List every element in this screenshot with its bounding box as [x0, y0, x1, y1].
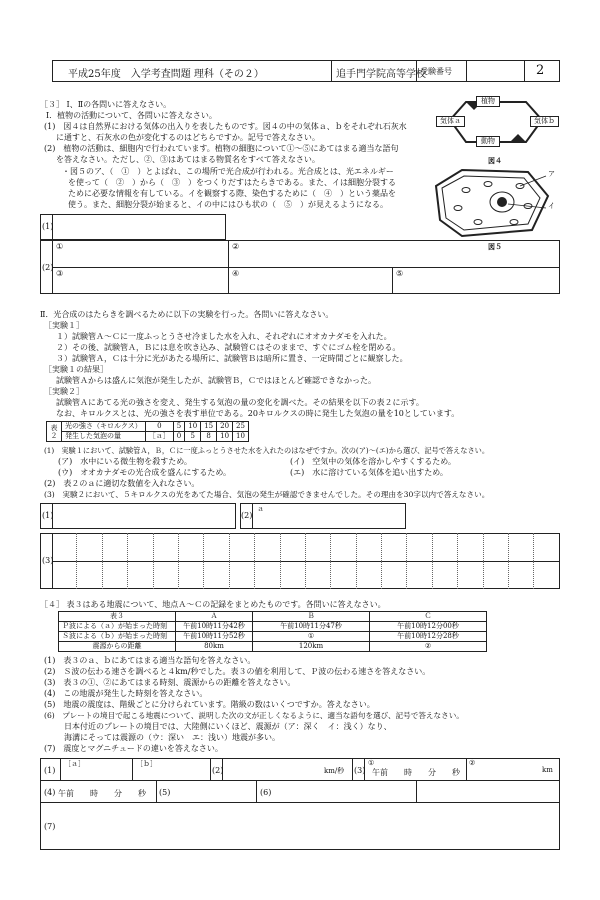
- table2-cell: ［ａ］: [145, 432, 173, 442]
- q4-ans1-a[interactable]: ［ａ］: [64, 760, 85, 768]
- answer-grid-cell[interactable]: [357, 561, 382, 589]
- table3-cell: 午前10時11分42秒: [176, 622, 253, 632]
- table2-cell: 10: [233, 432, 249, 442]
- table3-cell: 午前10時12分00秒: [370, 622, 487, 632]
- page-title: 平成25年度 入学考査問題 理科（その２）: [68, 69, 264, 80]
- answer-grid-cell[interactable]: [382, 533, 407, 561]
- answer-grid-cell[interactable]: [204, 533, 229, 561]
- q4-q2: (2) Ｓ波の伝わる速さを調べると４km/秒でした。表３の値を利用して、Ｐ波の伝わる速さを答えなさい。: [44, 667, 431, 676]
- answer-grid-cell[interactable]: [484, 533, 509, 561]
- q3-ii-1-answer[interactable]: [40, 503, 236, 529]
- answer-grid-cell[interactable]: [77, 561, 102, 589]
- table2-cell: 15: [201, 422, 217, 432]
- q3-ii-3-label: (3): [42, 556, 54, 565]
- fig4-animal-box: [476, 136, 500, 147]
- answer-grid-cell[interactable]: [52, 561, 77, 589]
- q4-q3: (3) 表３の①、②にあてはまる時刻、震源からの距離を答えなさい。: [44, 678, 296, 687]
- answer-grid-cell[interactable]: [230, 533, 255, 561]
- fig4-plant-box: [476, 96, 500, 107]
- q3-p2-line3: ・図５のア、（ ① ）とよばれ、この場所で光合成が行われる。光合成とは、光エネルギー: [62, 167, 394, 176]
- q3-part1: Ⅰ．植物の活動について、各問いに答えなさい。: [46, 111, 217, 120]
- table-3: [58, 611, 487, 652]
- answer-grid-cell[interactable]: [154, 561, 179, 589]
- q3-2-ans-2[interactable]: ②: [232, 242, 240, 251]
- school-name: 追手門学院高等学校: [336, 69, 426, 80]
- answer-grid-cell[interactable]: [357, 533, 382, 561]
- answer-grid-cell[interactable]: [509, 533, 534, 561]
- q4-ans1-label: (1): [44, 766, 56, 775]
- page-number: 2: [536, 63, 545, 78]
- fig5-label-a: ア: [548, 170, 555, 178]
- q3-ii-3-cells-top: [52, 533, 560, 561]
- table3-head: 表３: [59, 612, 176, 622]
- fig4-gas-a-label: 気体ａ: [440, 117, 461, 125]
- q4-ans1-b[interactable]: ［ｂ］: [136, 760, 157, 768]
- answer-grid-cell[interactable]: [179, 561, 204, 589]
- table3-cell: 震源からの距離: [59, 642, 176, 652]
- exam-number-field[interactable]: [467, 61, 523, 81]
- exp1-result-heading: ［実験１の結果］: [44, 365, 108, 374]
- q4-q5: (5) 地震の震度は、階級ごとに分けられています。階級の数はいくつですか。答えなさい。: [44, 700, 375, 709]
- q3-2-label: (2): [42, 263, 54, 272]
- table3-cell: ①: [253, 632, 370, 642]
- answer-grid-cell[interactable]: [103, 533, 128, 561]
- q4-ans7-field[interactable]: [60, 803, 558, 849]
- q4-ans3-label: (3): [354, 766, 366, 775]
- fig4-gas-a-box: [436, 116, 465, 127]
- q4-ans5-label: (5): [159, 788, 171, 797]
- q4-ans6-label: (6): [260, 788, 272, 797]
- q3-ii-q3: (3) 実験２において、５キロルクスの光をあてた場合、気泡の発生が確認できませんでした。その理由を30字以内で答えなさい。: [44, 490, 490, 499]
- q4-q1: (1) 表３のａ、ｂにあてはまる適当な語句を答えなさい。: [44, 656, 256, 665]
- answer-grid-cell[interactable]: [306, 561, 331, 589]
- q3-p2-line2: を答えなさい。ただし、②、③はあてはまる物質名をすべて答えなさい。: [56, 155, 320, 164]
- q3-ii-opt-a: (ア) 水中にいる微生物を殺すため。: [58, 457, 192, 466]
- answer-grid-cell[interactable]: [331, 561, 356, 589]
- fig5-caption: 図５: [488, 242, 502, 251]
- exp1-step2: ２）その後、試験管Ａ，Ｂには息を吹き込み、試験管Ｃはそのままで、すぐにゴム栓を閉める。: [56, 343, 401, 352]
- table3-cell: 午前10時11分47秒: [253, 622, 370, 632]
- q3-2-ans-5[interactable]: ⑤: [396, 269, 404, 278]
- table3-head: Ａ: [176, 612, 253, 622]
- answer-grid-cell[interactable]: [407, 561, 432, 589]
- q3-ii-q1-line1: (1) 実験１において、試験管Ａ，Ｂ，Ｃに一度ふっとうさせた水を入れたのはなぜですか。次の(ア)～(エ)から選び、記号で答えなさい。: [44, 446, 490, 455]
- q4-q6-line2: 日本付近のプレートの境目では、大陸側にいくほど、震源が（ア：深く イ：浅く）なり、: [64, 722, 392, 731]
- answer-grid-cell[interactable]: [281, 561, 306, 589]
- q4-q6-line3: 海溝にそっては震源の（ウ：深い エ：浅い）地震が多い。: [64, 733, 280, 742]
- q4-ans2-unit[interactable]: km/秒: [324, 767, 345, 775]
- q4-ans3-c2: ②: [469, 759, 476, 767]
- table2-cell: 0: [145, 422, 173, 432]
- answer-grid-cell[interactable]: [77, 533, 102, 561]
- exp2-line1: 試験管Ａにあてる光の強さを変え、発生する気泡の量の変化を調べた。その結果を以下の表２に示す。: [56, 398, 424, 407]
- answer-grid-cell[interactable]: [534, 561, 559, 589]
- answer-grid-cell[interactable]: [128, 533, 153, 561]
- q3-heading: ［３］ Ⅰ、Ⅱの各問いに答えなさい。: [40, 100, 172, 109]
- q3-2-ans-1[interactable]: ①: [56, 242, 64, 251]
- fig4-gas-b-label: 気体ｂ: [534, 117, 555, 125]
- q3-ii-q2: (2) 表２のａに適切な数値を入れなさい。: [44, 479, 200, 488]
- answer-grid-cell[interactable]: [509, 561, 534, 589]
- answer-grid-cell[interactable]: [458, 533, 483, 561]
- exp1-step3: ３）試験管Ａ，Ｃは十分に光があたる場所に、試験管Ｂは暗所に置き、一定時間ごとに観察した。: [56, 354, 408, 363]
- table3-head: Ｂ: [253, 612, 370, 622]
- figure-5: [428, 166, 562, 240]
- answer-grid-cell[interactable]: [306, 533, 331, 561]
- exp1-step1: １）試験管Ａ～Ｃに一度ふっとうさせ冷ました水を入れ、それぞれにオオカナダモを入れた。: [56, 332, 392, 341]
- table2-cell: 5: [185, 432, 201, 442]
- q3-1-answer-box[interactable]: [40, 214, 226, 240]
- q4-ans7-label: (7): [44, 822, 56, 831]
- table3-cell: 80km: [176, 642, 253, 652]
- table2-row1-head: 光の強さ（キロルクス）: [62, 422, 146, 432]
- q3-part2: Ⅱ．光合成のはたらきを調べるために以下の実験を行った。各問いに答えなさい。: [40, 310, 334, 319]
- exam-number-label: 受験番号: [420, 67, 452, 76]
- q3-p2-line5: ために必要な情報を有している。イを観察する際、染色するために（ ④ ）という薬品を: [68, 189, 396, 198]
- q4-ans3-c1: ①: [368, 759, 375, 767]
- q4-ans4-label: (4): [44, 788, 56, 797]
- exp1-heading: ［実験１］: [44, 321, 84, 330]
- answer-grid-cell[interactable]: [331, 533, 356, 561]
- table3-cell: Ｐ波による（ａ）が始まった時刻: [59, 622, 176, 632]
- fig4-gas-b-box: [530, 116, 559, 127]
- table2-label: 表２: [47, 422, 62, 442]
- fig4-plant-label: 植物: [481, 97, 495, 105]
- table-2: [46, 421, 249, 442]
- answer-grid-cell[interactable]: [407, 533, 432, 561]
- q3-ii-2-label: (2): [241, 511, 253, 520]
- q3-p1-line1: (1) 図４は自然界における気体の出入りを表したものです。図４の中の気体ａ、ｂをそれぞれ石灰水: [44, 122, 407, 131]
- table2-cell: 8: [201, 432, 217, 442]
- fig5-label-i: イ: [548, 202, 555, 210]
- answer-grid-cell[interactable]: [255, 561, 280, 589]
- q3-ii-1-label: (1): [42, 511, 54, 520]
- table2-row2-head: 発生した気泡の量: [62, 432, 146, 442]
- fig4-animal-label: 動物: [481, 137, 495, 145]
- q3-ii-3-cells-bottom: [52, 561, 560, 589]
- answer-grid-cell[interactable]: [52, 533, 77, 561]
- fig4-caption: 図４: [488, 156, 502, 165]
- table3-cell: 120km: [253, 642, 370, 652]
- answer-grid-cell[interactable]: [230, 561, 255, 589]
- exp1-result: 試験管Ａからは盛んに気泡が発生したが、試験管Ｂ，Ｃではほとんど確認できなかった。: [56, 376, 376, 385]
- table3-cell: 午前10時12分28秒: [370, 632, 487, 642]
- answer-grid-cell[interactable]: [281, 533, 306, 561]
- table3-cell: ②: [370, 642, 487, 652]
- table2-cell: 10: [185, 422, 201, 432]
- q4-heading: ［４］ 表３はある地震について、地点Ａ～Ｃの記録をまとめたものです。各問いに答えなさい。: [40, 600, 386, 609]
- q3-ii-opt-u: (ウ) オオカナダモの光合成を盛んにするため。: [58, 468, 232, 477]
- q3-2-ans-3[interactable]: ③: [56, 269, 64, 278]
- q3-p2-line1: (2) 植物の活動は、細胞内で行われています。植物の細胞について①～⑤にあてはまる適当な語句: [44, 144, 399, 153]
- q4-ans4-time[interactable]: 午前 時 分 秒: [58, 789, 146, 798]
- exp2-line2: なお、キロルクスとは、光の強さを表す単位である。20キロルクスの時に発生した気泡の量を10としています。: [56, 409, 460, 418]
- table3-cell: 午前10時11分52秒: [176, 632, 253, 642]
- table2-cell: 25: [233, 422, 249, 432]
- answer-grid-cell[interactable]: [204, 561, 229, 589]
- answer-grid-cell[interactable]: [255, 533, 280, 561]
- q3-1-label: (1): [42, 222, 54, 231]
- q4-q6-line1: (6) プレートの境目で起こる地震について、説明した次の文が正しくなるように、適当な語句を選び、記号で答えなさい。: [44, 711, 464, 720]
- table3-head: Ｃ: [370, 612, 487, 622]
- table2-cell: 20: [217, 422, 233, 432]
- answer-grid-cell[interactable]: [433, 561, 458, 589]
- answer-grid-cell[interactable]: [103, 561, 128, 589]
- answer-grid-cell[interactable]: [382, 561, 407, 589]
- answer-grid-cell[interactable]: [433, 533, 458, 561]
- q4-ans3-time[interactable]: 午前 時 分 秒: [372, 768, 460, 777]
- answer-grid-cell[interactable]: [534, 533, 559, 561]
- q4-ans3-unit[interactable]: km: [542, 766, 553, 774]
- q3-ii-opt-e: (エ) 水に溶けている気体を追い出すため。: [290, 468, 448, 477]
- q3-p2-line6: 使う。また、細胞分裂が始まると、イの中にはひも状の（ ⑤ ）が見えるようになる。: [68, 200, 388, 209]
- q3-ii-2-a-mark: ａ: [257, 505, 264, 513]
- q3-ii-opt-i: (イ) 空気中の気体を溶かしやすくするため。: [290, 457, 456, 466]
- q3-p1-line2: に通すと、石灰水の色が変化するのはどちらですか。記号で答えなさい。: [56, 133, 320, 142]
- q3-2-ans-4[interactable]: ④: [232, 269, 240, 278]
- q4-q4: (4) この地震が発生した時刻を答えなさい。: [44, 689, 208, 698]
- answer-grid-cell[interactable]: [179, 533, 204, 561]
- table3-cell: Ｓ波による（ｂ）が始まった時刻: [59, 632, 176, 642]
- q3-ii-2-answer[interactable]: [240, 503, 406, 529]
- q4-q7: (7) 震度とマグニチュードの違いを答えなさい。: [44, 744, 223, 753]
- table2-cell: 10: [217, 432, 233, 442]
- answer-grid-cell[interactable]: [154, 533, 179, 561]
- answer-grid-cell[interactable]: [128, 561, 153, 589]
- exp2-heading: ［実験２］: [44, 387, 84, 396]
- answer-grid-cell[interactable]: [458, 561, 483, 589]
- table2-cell: 0: [173, 432, 184, 442]
- q3-p2-line4: を使って（ ② ）から（ ③ ）をつくりだすはたらきである。また、イは細胞分裂する: [68, 178, 396, 187]
- table2-cell: 5: [173, 422, 184, 432]
- q4-ans2-label: (2): [212, 766, 224, 775]
- answer-grid-cell[interactable]: [484, 561, 509, 589]
